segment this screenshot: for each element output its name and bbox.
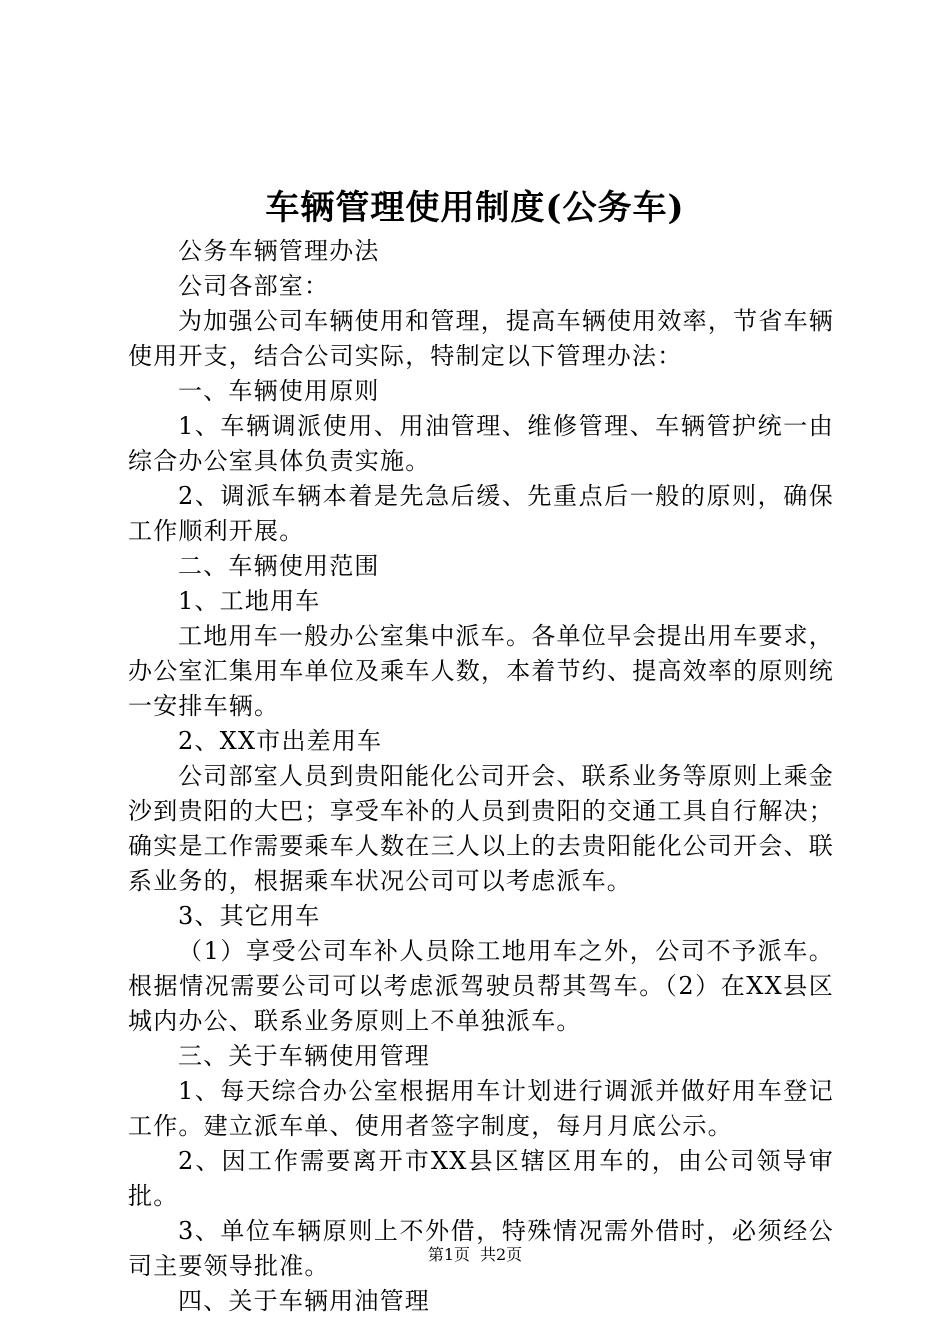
- section-heading: 三、关于车辆使用管理: [178, 1042, 430, 1070]
- paragraph: 1、车辆调派使用、用油管理、维修管理、车辆管护统一由综合办公室具体负责实施。: [128, 412, 834, 475]
- paragraph: （1）享受公司车补人员除工地用车之外，公司不予派车。根据情况需要公司可以考虑派驾驶员帮其驾车。（2）在XX县区城内办公、联系业务原则上不单独派车。: [128, 937, 834, 1035]
- page-total: 共2页: [480, 1245, 523, 1264]
- paragraph: 1、每天综合办公室根据用车计划进行调派并做好用车登记工作。建立派车单、使用者签字制度，每月月底公示。: [128, 1077, 834, 1140]
- paragraph: 3、单位车辆原则上不外借，特殊情况需外借时，必须经公司主要领导批准。: [128, 1217, 834, 1280]
- paragraph: 公司部室人员到贵阳能化公司开会、联系业务等原则上乘金沙到贵阳的大巴；享受车补的人员到贵阳的交通工具自行解决；确实是工作需要乘车人数在三人以上的去贵阳能化公司开会、联系业务的，根据乘车状况公司可以考虑派车。: [128, 762, 834, 895]
- paragraph: 工地用车一般办公室集中派车。各单位早会提出用车要求，办公室汇集用车单位及乘车人数，本着节约、提高效率的原则统一安排车辆。: [128, 622, 834, 720]
- document-title: 车辆管理使用制度(公务车): [265, 188, 685, 228]
- subsection-heading: 3、其它用车: [178, 902, 321, 930]
- section-heading: 四、关于车辆用油管理: [178, 1287, 430, 1315]
- section-heading: 二、车辆使用范围: [178, 552, 380, 580]
- section-heading: 一、车辆使用原则: [178, 377, 380, 405]
- page-number: 第1页: [427, 1245, 470, 1264]
- paragraph: 2、调派车辆本着是先急后缓、先重点后一般的原则，确保工作顺利开展。: [128, 482, 834, 545]
- page-footer: [0, 1243, 950, 1267]
- paragraph: 为加强公司车辆使用和管理，提高车辆使用效率，节省车辆使用开支，结合公司实际，特制定以下管理办法：: [128, 307, 834, 370]
- paragraph: 公司各部室：: [178, 272, 330, 300]
- subsection-heading: 2、XX市出差用车: [178, 727, 383, 755]
- paragraph: 2、因工作需要离开市XX县区辖区用车的，由公司领导审批。: [128, 1147, 834, 1210]
- subsection-heading: 1、工地用车: [178, 587, 321, 615]
- paragraph: 公务车辆管理办法: [178, 237, 380, 265]
- document-body: [128, 234, 834, 1319]
